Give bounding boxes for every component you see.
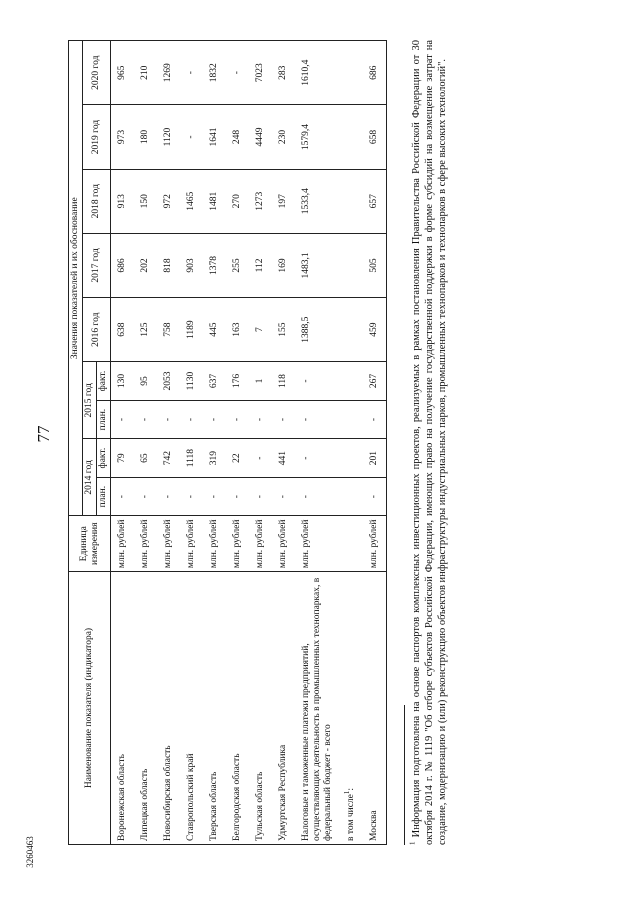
row-value-y18: 197	[272, 169, 295, 233]
row-value-p15: -	[111, 400, 135, 439]
row-value-p14: -	[226, 477, 249, 516]
row-value-y19: 973	[111, 105, 135, 169]
row-value-f14: 441	[272, 439, 295, 478]
row-value-y17: 112	[249, 233, 272, 297]
row-value-p15: -	[134, 400, 157, 439]
row-value-f14: 319	[203, 439, 226, 478]
row-value-p14: -	[249, 477, 272, 516]
row-value-p15: -	[203, 400, 226, 439]
row-value-f14: 65	[134, 439, 157, 478]
row-value-f14: 742	[157, 439, 180, 478]
header-2016: 2016 год	[83, 298, 111, 362]
row-value-y16: 1388,5	[295, 298, 340, 362]
row-value-y18: 270	[226, 169, 249, 233]
row-value-y20: 1832	[203, 41, 226, 105]
row-value-y19	[340, 105, 363, 169]
footnote-text: Информация подготовлена на основе паспортов комплексных инвестиционных проектов, реализуемых в рамках постановления Правительства Российской Федерации от 30 октября 2014 г. № 1119 "Об отборе субъектов Российской Федерации, имеющих право на получение государственной поддержки в форме субсидий на возмещение затрат на создание, модернизацию и (или) реконструкцию объектов инфраструктуры индустриальных парков, промышленных технопарков и технопарков в сфере высоких технологий".	[411, 40, 448, 845]
row-value-y18: 1481	[203, 169, 226, 233]
row-value-f15: 1	[249, 362, 272, 401]
header-2018: 2018 год	[83, 169, 111, 233]
row-unit: млн. рублей	[226, 516, 249, 572]
row-name: Тверская область	[203, 572, 226, 845]
row-value-y16: 638	[111, 298, 135, 362]
row-value-y19: -	[180, 105, 203, 169]
header-name: Наименование показателя (индикатора)	[69, 572, 111, 845]
table-row	[180, 41, 203, 845]
row-value-y17: 903	[180, 233, 203, 297]
row-value-y18: 657	[363, 169, 387, 233]
row-value-f14: -	[295, 439, 340, 478]
row-value-f15	[340, 362, 363, 401]
header-2014: 2014 год	[83, 439, 97, 516]
document-code: 3260463	[25, 836, 35, 868]
row-value-p15: -	[226, 400, 249, 439]
page-number: 77	[34, 425, 53, 443]
row-value-y16: 445	[203, 298, 226, 362]
header-2015: 2015 год	[83, 362, 97, 439]
row-unit: млн. рублей	[295, 516, 340, 572]
header-2019: 2019 год	[83, 105, 111, 169]
row-name: Тульская область	[249, 572, 272, 845]
row-value-y19: 1579,4	[295, 105, 340, 169]
row-value-y17: 1483,1	[295, 233, 340, 297]
row-unit: млн. рублей	[249, 516, 272, 572]
row-value-f15: 2053	[157, 362, 180, 401]
footnote-divider	[404, 705, 405, 845]
row-unit: млн. рублей	[272, 516, 295, 572]
row-value-y18: 972	[157, 169, 180, 233]
row-value-f14: 22	[226, 439, 249, 478]
row-value-y19: 1120	[157, 105, 180, 169]
row-value-y20: 1269	[157, 41, 180, 105]
row-value-y18: 1273	[249, 169, 272, 233]
row-value-y17: 1378	[203, 233, 226, 297]
row-value-p14	[340, 477, 363, 516]
row-value-p15: -	[249, 400, 272, 439]
row-value-y17: 255	[226, 233, 249, 297]
table-row	[111, 41, 135, 845]
row-unit: млн. рублей	[203, 516, 226, 572]
row-value-y16: 1189	[180, 298, 203, 362]
row-value-f15: 130	[111, 362, 135, 401]
row-footnote-marker: 1	[342, 790, 351, 795]
header-unit: Единица измерения	[69, 516, 111, 572]
header-2015-fact: факт.	[97, 362, 111, 401]
row-value-y16: 155	[272, 298, 295, 362]
row-value-p14: -	[134, 477, 157, 516]
table-row	[249, 41, 272, 845]
row-value-y19: 1641	[203, 105, 226, 169]
row-value-f14: 201	[363, 439, 387, 478]
row-value-p15: -	[272, 400, 295, 439]
row-name: Удмуртская Республика	[272, 572, 295, 845]
row-value-y19: 180	[134, 105, 157, 169]
header-2017: 2017 год	[83, 233, 111, 297]
row-value-y16: 125	[134, 298, 157, 362]
row-value-y20: 283	[272, 41, 295, 105]
row-value-y18: 913	[111, 169, 135, 233]
table-row	[157, 41, 180, 845]
row-unit	[340, 516, 363, 572]
row-value-y17: 686	[111, 233, 135, 297]
row-value-p14: -	[295, 477, 340, 516]
row-value-f15: 267	[363, 362, 387, 401]
row-unit: млн. рублей	[180, 516, 203, 572]
row-value-p15: -	[363, 400, 387, 439]
row-value-p14: -	[203, 477, 226, 516]
row-value-y19: 658	[363, 105, 387, 169]
table-row	[340, 41, 363, 845]
row-value-p15: -	[157, 400, 180, 439]
header-values-group: Значения показателей и их обоснование	[69, 41, 83, 516]
row-value-y18: 1465	[180, 169, 203, 233]
table-row	[363, 41, 387, 845]
row-value-f15: 637	[203, 362, 226, 401]
row-value-y16: 163	[226, 298, 249, 362]
row-value-f14: -	[249, 439, 272, 478]
row-value-f14	[340, 439, 363, 478]
row-value-y20: 7023	[249, 41, 272, 105]
row-value-p15: -	[295, 400, 340, 439]
row-value-y20: -	[180, 41, 203, 105]
row-value-y17	[340, 233, 363, 297]
row-value-y19: 248	[226, 105, 249, 169]
row-name: Липецкая область	[134, 572, 157, 845]
row-name: Новосибирская область	[157, 572, 180, 845]
header-2015-plan: план.	[97, 400, 111, 439]
row-value-p14: -	[111, 477, 135, 516]
row-value-f14: 79	[111, 439, 135, 478]
header-2014-fact: факт.	[97, 439, 111, 478]
table-row	[203, 41, 226, 845]
row-name: Налоговые и таможенные платежи предприятий, осуществляющих деятельность в промышленных технопарках, в федеральный бюджет - всего	[295, 572, 340, 845]
row-value-y16	[340, 298, 363, 362]
row-value-y17: 505	[363, 233, 387, 297]
row-name: Москва	[363, 572, 387, 845]
row-value-f15: -	[295, 362, 340, 401]
row-value-y17: 169	[272, 233, 295, 297]
rotated-page-content	[68, 40, 588, 845]
row-value-f15: 95	[134, 362, 157, 401]
row-value-p15: -	[180, 400, 203, 439]
row-value-f14: 1118	[180, 439, 203, 478]
header-2014-plan: план.	[97, 477, 111, 516]
row-value-y16: 7	[249, 298, 272, 362]
row-name: в том числе$^1$:	[340, 572, 363, 845]
indicators-table	[68, 40, 387, 845]
header-2020: 2020 год	[83, 41, 111, 105]
row-value-y18: 150	[134, 169, 157, 233]
row-unit: млн. рублей	[363, 516, 387, 572]
row-value-y20: 965	[111, 41, 135, 105]
row-value-p14: -	[157, 477, 180, 516]
row-value-p14: -	[180, 477, 203, 516]
row-value-f15: 176	[226, 362, 249, 401]
row-unit: млн. рублей	[134, 516, 157, 572]
row-value-p14: -	[363, 477, 387, 516]
row-value-y20: 210	[134, 41, 157, 105]
footnote	[410, 40, 449, 845]
row-value-y16: 459	[363, 298, 387, 362]
row-name: Белгородская область	[226, 572, 249, 845]
row-value-y17: 818	[157, 233, 180, 297]
row-value-y20	[340, 41, 363, 105]
table-row	[134, 41, 157, 845]
row-value-y20: 1610,4	[295, 41, 340, 105]
row-value-p15	[340, 400, 363, 439]
row-unit: млн. рублей	[157, 516, 180, 572]
table-row	[272, 41, 295, 845]
row-value-y18	[340, 169, 363, 233]
row-value-y16: 758	[157, 298, 180, 362]
row-value-y17: 202	[134, 233, 157, 297]
row-name: Ставропольский край	[180, 572, 203, 845]
row-value-y19: 4449	[249, 105, 272, 169]
row-name: Воронежская область	[111, 572, 135, 845]
footnote-marker: 1	[408, 841, 417, 845]
table-row	[226, 41, 249, 845]
row-value-y18: 1533,4	[295, 169, 340, 233]
row-value-f15: 118	[272, 362, 295, 401]
row-value-f15: 1130	[180, 362, 203, 401]
row-value-y20: -	[226, 41, 249, 105]
row-unit: млн. рублей	[111, 516, 135, 572]
row-value-y19: 230	[272, 105, 295, 169]
row-value-y20: 686	[363, 41, 387, 105]
table-row	[295, 41, 340, 845]
row-value-p14: -	[272, 477, 295, 516]
